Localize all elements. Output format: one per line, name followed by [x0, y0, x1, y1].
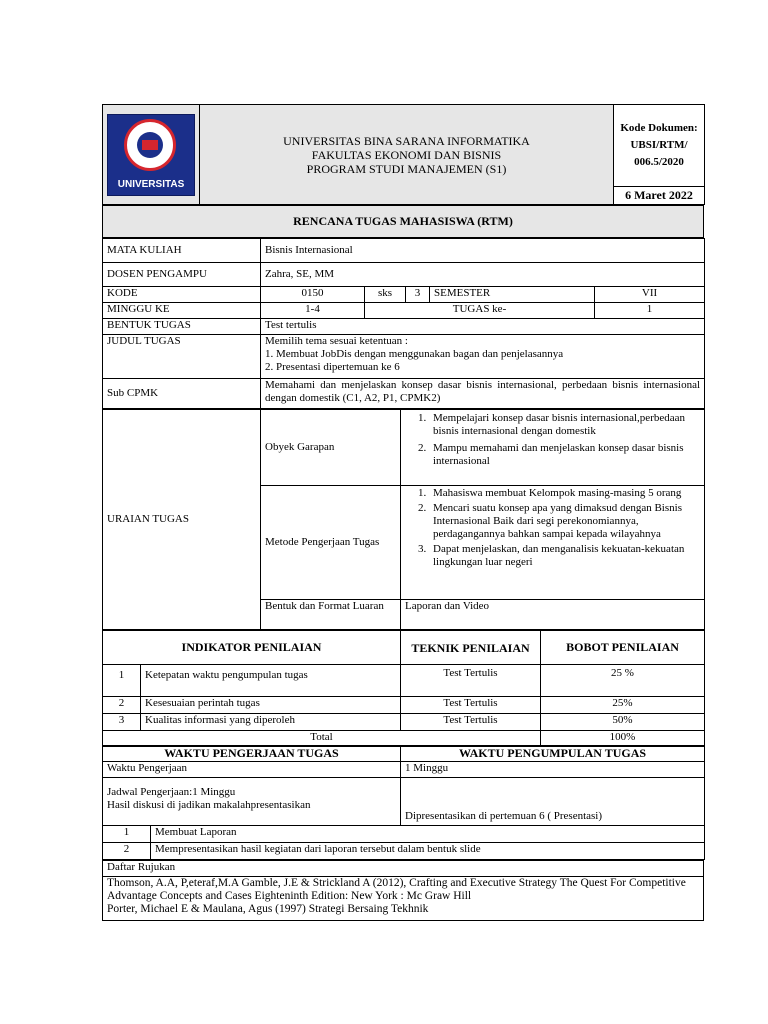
logo-cell	[103, 105, 200, 205]
bentuk-tugas-value: Test tertulis	[261, 319, 705, 335]
minggu-value: 1-4	[261, 303, 365, 319]
program-name: PROGRAM STUDI MANAJEMEN (S1)	[306, 161, 507, 176]
rujukan-label: Daftar Rujukan	[103, 861, 704, 877]
semester-value: VII	[595, 287, 705, 303]
reference-item: Thomson, A.A, P,eteraf,M.A Gamble, J.E & Strickland A (2012), Crafting and Executive Strategy The Quest For Competitive Advantage Concepts and Cases Eighteninth Edition: New York : Mc Graw Hill	[107, 877, 686, 902]
jadwal-line: Jadwal Pengerjaan:1 Minggu	[107, 786, 236, 798]
bobot-cell: 50%	[541, 714, 705, 731]
dosen-value: Zahra, SE, MM	[261, 263, 705, 287]
teknik-header: TEKNIK PENILAIAN	[401, 631, 541, 665]
logo-ring	[124, 119, 176, 171]
minggu-label: MINGGU KE	[103, 303, 261, 319]
teknik-cell: Test Tertulis	[401, 697, 541, 714]
waktu-pengerjaan-label: Waktu Pengerjaan	[103, 762, 401, 778]
metode-list-cell	[401, 486, 705, 600]
waktu-pengumpulan-value: 1 Minggu	[401, 762, 705, 778]
semester-label: SEMESTER	[430, 287, 595, 303]
reference-item: Porter, Michael E & Maulana, Agus (1997) Strategi Bersaing Tekhnik	[107, 903, 429, 915]
rtm-document	[102, 104, 704, 921]
university-logo	[107, 114, 195, 196]
penilaian-table	[102, 630, 705, 746]
uraian-label: URAIAN TUGAS	[103, 410, 261, 630]
dosen-label: DOSEN PENGAMPU	[103, 263, 261, 287]
jadwal-line: Hasil diskusi di jadikan makalahpresentasikan	[107, 799, 311, 811]
format-label: Bentuk dan Format Luaran	[261, 600, 401, 630]
document-title: RENCANA TUGAS MAHASISWA (RTM)	[103, 206, 704, 238]
university-name: UNIVERSITAS BINA SARANA INFORMATIKA	[283, 133, 530, 148]
document-code-value: UBSI/RTM/ 006.5/2020	[630, 139, 688, 168]
uraian-table	[102, 409, 705, 630]
mata-kuliah-label: MATA KULIAH	[103, 239, 261, 263]
table-row	[103, 697, 705, 714]
header-table	[102, 104, 705, 205]
title-table	[102, 205, 704, 238]
step-text: Mempresentasikan hasil kegiatan dari laporan tersebut dalam bentuk slide	[151, 843, 705, 860]
kode-value: 0150	[261, 287, 365, 303]
tugas-label: TUGAS ke-	[365, 303, 595, 319]
logo-emblem-icon	[137, 132, 163, 158]
list-item	[103, 826, 705, 843]
total-value: 100%	[541, 731, 705, 746]
sks-value: 3	[406, 287, 430, 303]
step-number: 1	[103, 826, 151, 843]
row-number: 1	[103, 665, 141, 697]
faculty-name: FAKULTAS EKONOMI DAN BISNIS	[311, 147, 502, 162]
judul-line: Memilih tema sesuai ketentuan :	[265, 335, 408, 347]
list-item: 2. Mampu memahami dan menjelaskan konsep dasar bisnis internasional	[429, 442, 700, 468]
indikator-cell: Kesesuaian perintah tugas	[141, 697, 401, 714]
judul-tugas-label: JUDUL TUGAS	[103, 335, 261, 379]
document-code-label: Kode Dokumen:	[620, 122, 698, 134]
document-date: 6 Maret 2022	[614, 187, 705, 205]
list-item: 3. Dapat menjelaskan, dan menganalisis kekuatan-kekuatan lingkungan luar negeri	[429, 543, 700, 569]
waktu-table	[102, 746, 705, 860]
metode-list	[405, 487, 700, 569]
format-value: Laporan dan Video	[401, 600, 705, 630]
waktu-pengumpulan-header: WAKTU PENGUMPULAN TUGAS	[401, 747, 705, 762]
presentasi-cell: Dipresentasikan di pertemuan 6 ( Presentasi)	[401, 778, 705, 826]
metode-label: Metode Pengerjaan Tugas	[261, 486, 401, 600]
document-code-cell	[614, 105, 705, 187]
teknik-cell: Test Tertulis	[401, 665, 541, 697]
rujukan-table	[102, 860, 704, 921]
obyek-list	[405, 412, 700, 468]
waktu-pengerjaan-header: WAKTU PENGERJAAN TUGAS	[103, 747, 401, 762]
bobot-cell: 25%	[541, 697, 705, 714]
step-text: Membuat Laporan	[151, 826, 705, 843]
bentuk-tugas-label: BENTUK TUGAS	[103, 319, 261, 335]
indikator-cell: Ketepatan waktu pengumpulan tugas	[141, 665, 401, 697]
judul-tugas-value	[261, 335, 705, 379]
bobot-cell: 25 %	[541, 665, 705, 697]
list-item: 1. Mempelajari konsep dasar bisnis internasional,perbedaan bisnis internasional dengan domestik	[429, 412, 700, 438]
institution-cell	[200, 105, 614, 205]
step-number: 2	[103, 843, 151, 860]
judul-line: 1. Membuat JobDis dengan menggunakan bagan dan penjelasannya	[265, 348, 564, 360]
judul-line: 2. Presentasi dipertemuan ke 6	[265, 361, 400, 373]
total-label: Total	[103, 731, 541, 746]
rujukan-list	[103, 877, 704, 921]
teknik-cell: Test Tertulis	[401, 714, 541, 731]
list-item	[103, 843, 705, 860]
sks-label: sks	[365, 287, 406, 303]
bsi-mark-icon	[142, 140, 158, 150]
logo-text: UNIVERSITAS	[117, 178, 185, 190]
mata-kuliah-value: Bisnis Internasional	[261, 239, 705, 263]
obyek-list-cell	[401, 410, 705, 486]
subcpmk-label: Sub CPMK	[103, 379, 261, 409]
list-item: 1. Mahasiswa membuat Kelompok masing-masing 5 orang	[429, 487, 700, 500]
obyek-label: Obyek Garapan	[261, 410, 401, 486]
row-number: 3	[103, 714, 141, 731]
jadwal-cell	[103, 778, 401, 826]
subcpmk-value: Memahami dan menjelaskan konsep dasar bisnis internasional, perbedaan bisnis internasional dengan domestik (C1, A2, P1, CPMK2)	[261, 379, 705, 409]
tugas-value: 1	[595, 303, 705, 319]
bobot-header: BOBOT PENILAIAN	[541, 631, 705, 665]
table-row	[103, 665, 705, 697]
list-item: 2. Mencari suatu konsep apa yang dimaksud dengan Bisnis Internasional Baik dari segi perekonomiannya, perdagangannya bahkan sampai kepada wilayahnya	[429, 502, 700, 541]
table-row	[103, 714, 705, 731]
indikator-cell: Kualitas informasi yang diperoleh	[141, 714, 401, 731]
kode-label: KODE	[103, 287, 261, 303]
row-number: 2	[103, 697, 141, 714]
info-table	[102, 238, 705, 409]
indikator-header: INDIKATOR PENILAIAN	[103, 631, 401, 665]
